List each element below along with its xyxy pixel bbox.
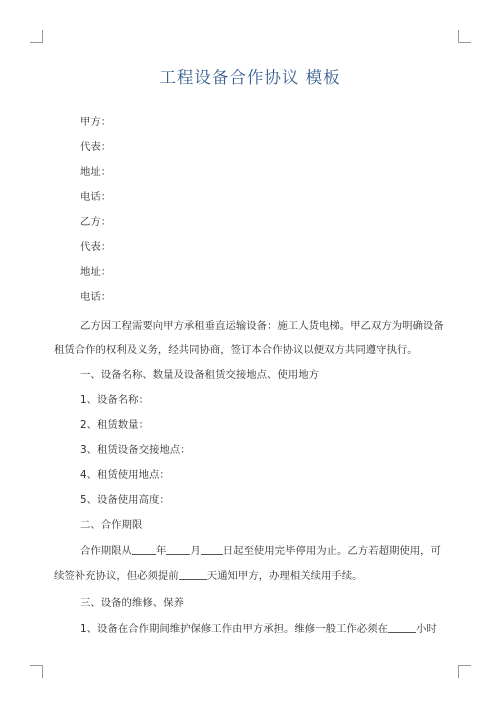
crop-mark-bottom-left [30, 665, 43, 678]
hours-blank [388, 622, 416, 633]
intro-line-2: 租赁合作的权利及义务，经共同协商，签订本合作协议以便双方共同遵守执行。 [54, 344, 418, 356]
section-1-heading: 一、设备名称、数量及设备租赁交接地点、使用地方 [80, 369, 319, 381]
month-text: 月 [190, 545, 201, 557]
maintenance-item-1 [80, 622, 437, 636]
day-blank [201, 544, 223, 555]
month-blank [166, 544, 190, 555]
year-blank [132, 544, 156, 555]
party-b-representative-label: 代表： [80, 241, 112, 253]
equipment-name-label: 1、设备名称： [80, 394, 149, 406]
term-sentence-line-1 [80, 544, 441, 558]
handover-location-label: 3、租赁设备交接地点： [80, 444, 191, 456]
notice-days-blank [179, 569, 207, 580]
party-a-phone-label: 电话： [80, 191, 112, 203]
party-a-label: 甲方： [80, 116, 112, 128]
crop-mark-top-left [30, 30, 43, 43]
term-sentence-line-2 [54, 569, 363, 583]
term-end-text: 日起至使用完毕停用为止。乙方若超期使用，可 [222, 545, 441, 557]
usage-height-label: 5、设备使用高度： [80, 494, 170, 506]
party-b-label: 乙方： [80, 216, 112, 228]
party-a-address-label: 地址： [80, 166, 112, 178]
crop-mark-top-right [458, 30, 471, 43]
maintenance-text: 1、设备在合作期间维护保修工作由甲方承担。维修一般工作必须在 [80, 623, 388, 635]
section-3-heading: 三、设备的维修、保养 [80, 597, 184, 609]
hours-text: 小时 [415, 623, 437, 635]
party-b-phone-label: 电话： [80, 291, 112, 303]
renewal-text: 续签补充协议，但必须提前 [54, 570, 179, 582]
usage-location-label: 4、租赁使用地点： [80, 469, 170, 481]
crop-mark-bottom-right [458, 665, 471, 678]
term-from-text: 合作期限从 [80, 545, 132, 557]
party-a-representative-label: 代表： [80, 141, 112, 153]
rental-quantity-label: 2、租赁数量： [80, 419, 149, 431]
year-text: 年 [155, 545, 167, 557]
intro-line-1: 乙方因工程需要向甲方承租垂直运输设备：施工人货电梯。甲乙双方为明确设备 [80, 320, 444, 332]
section-2-heading: 二、合作期限 [80, 519, 143, 531]
renewal-end-text: 天通知甲方，办理相关续用手续。 [206, 570, 363, 582]
document-title: 工程设备合作协议 模板 [159, 68, 341, 87]
party-b-address-label: 地址： [80, 266, 112, 278]
